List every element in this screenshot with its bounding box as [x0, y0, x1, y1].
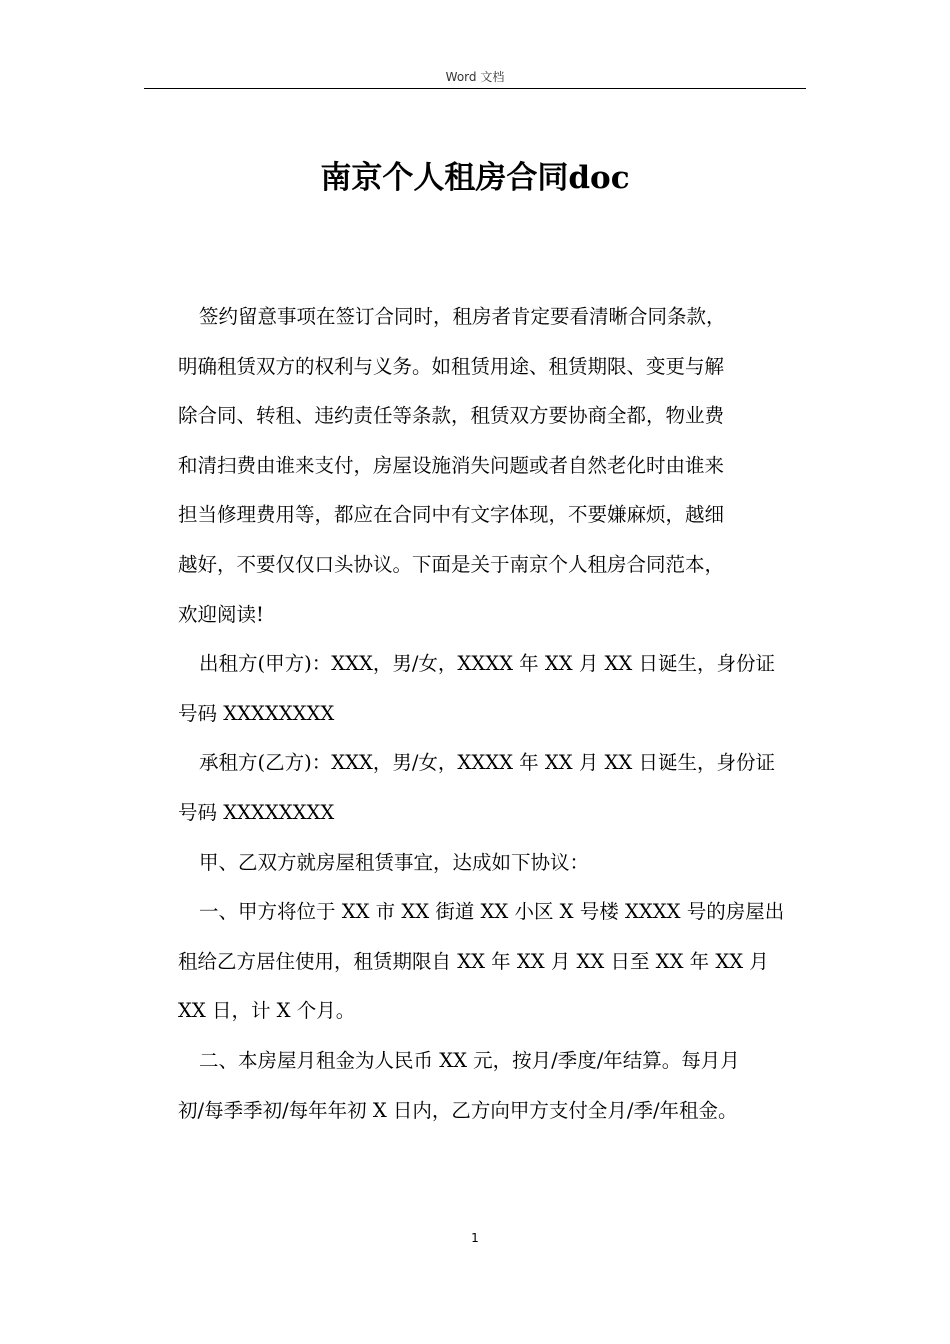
- header-label: Word 文档: [445, 70, 505, 84]
- paragraph-lessee: 承租方(乙方)：XXX，男/女，XXXX 年 XX 月 XX 日诞生，身份证 号码 XXXXXXXX: [178, 751, 775, 824]
- paragraph-agreement: 甲、乙双方就房屋租赁事宜，达成如下协议：: [199, 850, 590, 874]
- document-body: [178, 292, 806, 1135]
- page-header: [144, 66, 806, 89]
- page-number: 1: [471, 1231, 479, 1245]
- paragraph-clause-1: 一、甲方将位于 XX 市 XX 街道 XX 小区 X 号楼 XXXX 号的房屋出 租给乙方居住使用，租赁期限自 XX 年 XX 月 XX 日至 XX 年 XX 月 XX 日，计 X 个月。: [178, 900, 785, 1023]
- paragraph-clause-2: 二、本房屋月租金为人民币 XX 元，按月/季度/年结算。每月月 初/每季季初/每年年初 X 日内，乙方向甲方支付全月/季/年租金。: [178, 1048, 740, 1122]
- paragraph-lessor: 出租方(甲方)：XXX，男/女，XXXX 年 XX 月 XX 日诞生，身份证 号码 XXXXXXXX: [178, 652, 775, 725]
- document-title: 南京个人租房合同doc: [320, 160, 630, 196]
- paragraph-intro: 签约留意事项在签订合同时，租房者肯定要看清晰合同条款， 明确租赁双方的权利与义务。如租赁用途、租赁期限、变更与解 除合同、转租、违约责任等条款，租赁双方要协商全都，物业费 和清扫费由谁来支付，房屋设施消失问题或者自然老化时由谁来 担当修理费用等，都应在合同中有文字体现，不要嫌麻烦，越细 越好，不要仅仅口头协议。下面是关于南京个人租房合同范本， 欢迎阅读!: [178, 305, 726, 626]
